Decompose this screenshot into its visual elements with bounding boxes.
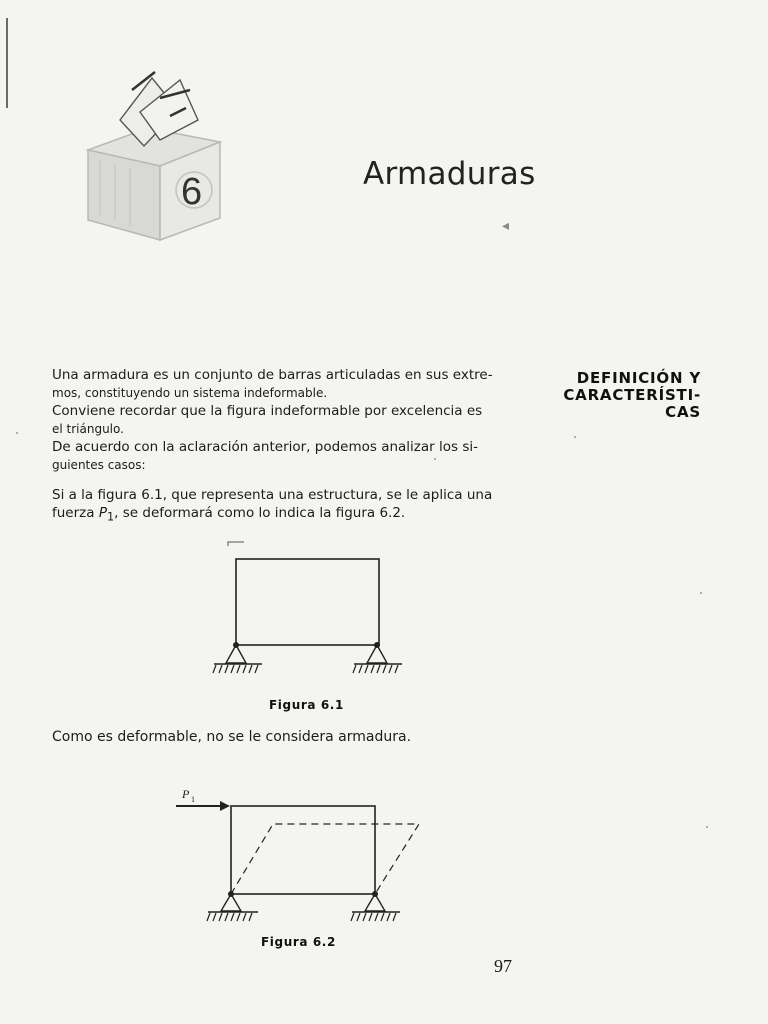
figure-6-1 [200, 536, 420, 686]
text-fragment: fuerza [52, 505, 99, 521]
side-heading-line: DEFINICIÓN Y [576, 369, 701, 387]
text-fragment: , se deformará como lo indica la figura 6.2. [114, 505, 406, 521]
force-label: P [182, 787, 190, 801]
text-line: De acuerdo con la aclaración anterior, podemos analizar los si- [52, 439, 479, 455]
figure-6-2 [170, 780, 440, 930]
side-heading-line: CAS [665, 403, 701, 421]
text-line: mos, constituyendo un sistema indeformable. [52, 386, 328, 400]
chapter-number: 6 [181, 171, 203, 213]
intro-paragraph [52, 366, 522, 474]
text-line: el triángulo. [52, 422, 124, 436]
speck [16, 432, 18, 434]
page-title: Armaduras [363, 156, 536, 192]
conclusion-paragraph: Como es deformable, no se le considera armadura. [52, 729, 412, 745]
speck [574, 436, 576, 438]
side-heading-line: CARACTERÍSTI- [563, 386, 701, 404]
text-line: Si a la figura 6.1, que representa una estructura, se le aplica una [52, 487, 493, 503]
text-line: Una armadura es un conjunto de barras articuladas en sus extre- [52, 367, 493, 383]
text-line: Conviene recordar que la figura indeformable por excelencia es [52, 403, 483, 419]
page-number: 97 [494, 956, 512, 976]
figure-intro-paragraph [52, 486, 532, 527]
text-line [52, 504, 532, 527]
page-edge-line [6, 18, 8, 108]
figure-caption: Figura 6.2 [261, 935, 336, 949]
speck [434, 458, 436, 460]
force-symbol: P [98, 505, 107, 521]
figure-caption: Figura 6.1 [269, 698, 344, 712]
chapter-illustration [60, 50, 250, 250]
side-heading [545, 370, 701, 421]
arrow-mark-icon: ◂ [502, 218, 510, 234]
force-label-subscript: 1 [191, 795, 195, 804]
force-subscript: 1 [106, 510, 115, 524]
speck [706, 826, 708, 828]
text-line: guientes casos: [52, 458, 146, 472]
speck [700, 592, 702, 594]
